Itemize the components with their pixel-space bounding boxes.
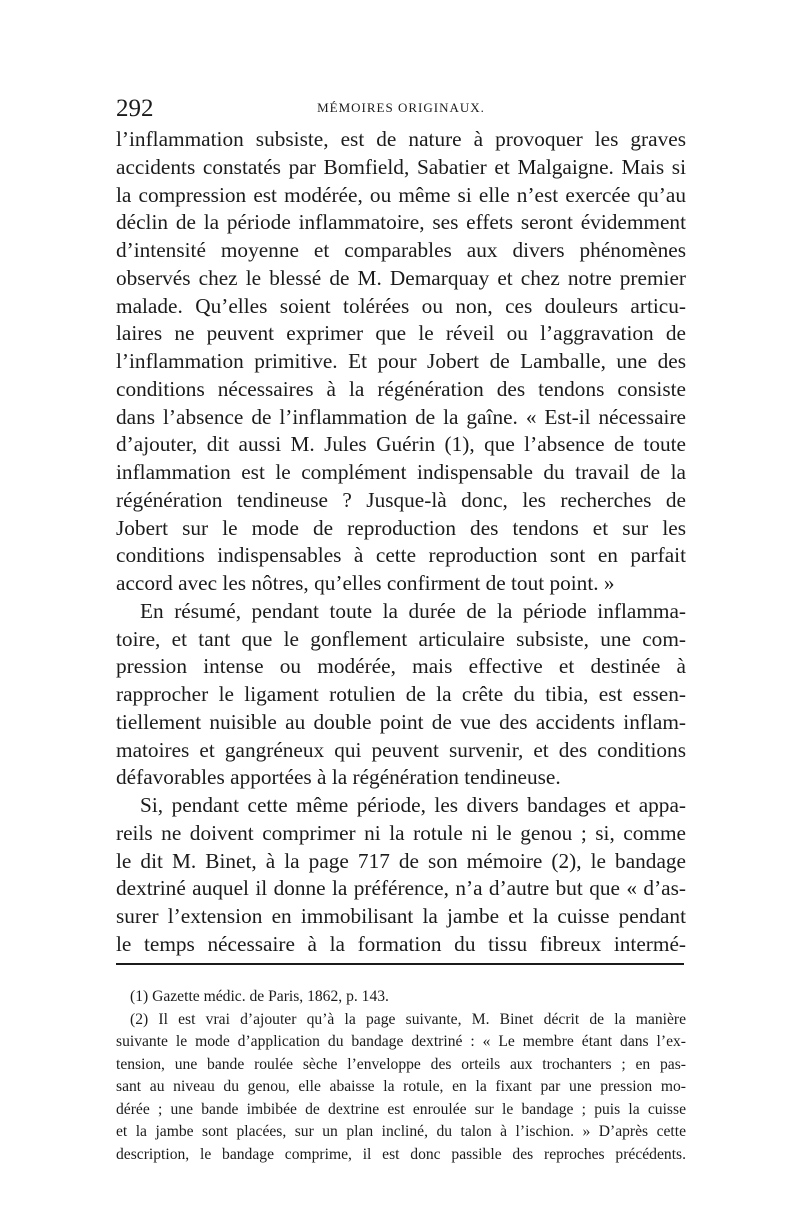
footnote-line: tension, une bande roulée sèche l’enveloppe des orteils aux trochanters ; en pas- — [116, 1055, 686, 1073]
text-line: rapprocher le ligament rotulien de la crête du tibia, est essen- — [116, 682, 686, 706]
text-line: Jobert sur le mode de reproduction des tendons et sur les — [116, 515, 686, 540]
text-line: d’ajouter, dit aussi M. Jules Guérin (1), que l’absence de toute — [116, 432, 686, 457]
text-line: la compression est modérée, ou même si elle n’est exercée qu’au — [116, 182, 686, 207]
text-line: conditions nécessaires à la régénération des tendons consiste — [116, 376, 686, 401]
page-header — [116, 94, 686, 124]
text-line: défavorables apportées à la régénération tendineuse. — [116, 765, 561, 790]
footnote-line: (1) Gazette médic. de Paris, 1862, p. 143. — [130, 988, 389, 1005]
page-number: 292 — [116, 95, 154, 122]
text-line: malade. Qu’elles soient tolérées ou non, ces douleurs articu- — [116, 293, 686, 318]
footnote-line: dérée ; une bande imbibée de dextrine est enroulée sur le bandage ; puis la cuisse — [116, 1100, 686, 1118]
text-line: tiellement nuisible au double point de vue des accidents inflam- — [116, 709, 686, 734]
footnote-line: description, le bandage comprime, il est donc passible des reproches précédents. — [116, 1145, 686, 1163]
footnote-line: sant au niveau du genou, elle abaisse la rotule, en la fixant par une pression mo- — [116, 1078, 686, 1095]
text-line: laires ne peuvent exprimer que le réveil ou l’aggravation de — [116, 321, 686, 346]
text-line: matoires et gangréneux qui peuvent survenir, et des conditions — [116, 737, 686, 762]
text-line: d’intensité moyenne et comparables aux divers phénomènes — [116, 238, 686, 262]
text-line: toire, et tant que le gonflement articulaire subsiste, une com- — [116, 626, 686, 651]
footnote-divider — [116, 963, 684, 965]
text-line: l’inflammation primitive. Et pour Jobert de Lamballe, une des — [116, 349, 686, 373]
footnotes — [116, 986, 686, 1166]
text-line: accidents constatés par Bomfield, Sabatier et Malgaigne. Mais si — [116, 154, 686, 179]
text-line: reils ne doivent comprimer ni la rotule ni le genou ; si, comme — [116, 820, 686, 845]
text-line: pression intense ou modérée, mais effective et destinée à — [116, 654, 686, 679]
text-line: dextriné auquel il donne la préférence, n’a d’autre but que « d’as- — [116, 876, 686, 901]
text-line: inflammation est le complément indispensable du travail de la — [116, 460, 686, 484]
text-line: conditions indispensables à cette reproduction sont en parfait — [116, 543, 686, 568]
text-line: surer l’extension en immobilisant la jambe et la cuisse pendant — [116, 904, 686, 928]
text-line: dans l’absence de l’inflammation de la gaîne. « Est-il nécessaire — [116, 404, 686, 429]
text-line: accord avec les nôtres, qu’elles confirment de tout point. » — [116, 571, 615, 595]
body-text — [116, 126, 686, 959]
footnote-line: et la jambe sont placées, sur un plan incliné, du talon à l’ischion. » D’après cette — [116, 1123, 686, 1140]
text-line: Si, pendant cette même période, les divers bandages et appa- — [140, 793, 686, 817]
text-line: En résumé, pendant toute la durée de la période inflamma- — [140, 598, 686, 623]
text-line: déclin de la période inflammatoire, ses effets seront évidemment — [116, 210, 686, 235]
footnote-line: suivante le mode d’application du bandage dextriné : « Le membre étant dans l’ex- — [116, 1033, 686, 1050]
running-title: MÉMOIRES ORIGINAUX. — [317, 100, 485, 115]
text-line: le dit M. Binet, à la page 717 de son mémoire (2), le bandage — [116, 848, 686, 873]
footnote-line: (2) Il est vrai d’ajouter qu’à la page suivante, M. Binet décrit de la manière — [130, 1010, 686, 1028]
text-line: régénération tendineuse ? Jusque-là donc, les recherches de — [116, 487, 686, 512]
text-line: observés chez le blessé de M. Demarquay et chez notre premier — [116, 265, 686, 290]
text-line: l’inflammation subsiste, est de nature à provoquer les graves — [116, 127, 686, 151]
text-line: le temps nécessaire à la formation du tissu fibreux intermé- — [116, 931, 686, 956]
